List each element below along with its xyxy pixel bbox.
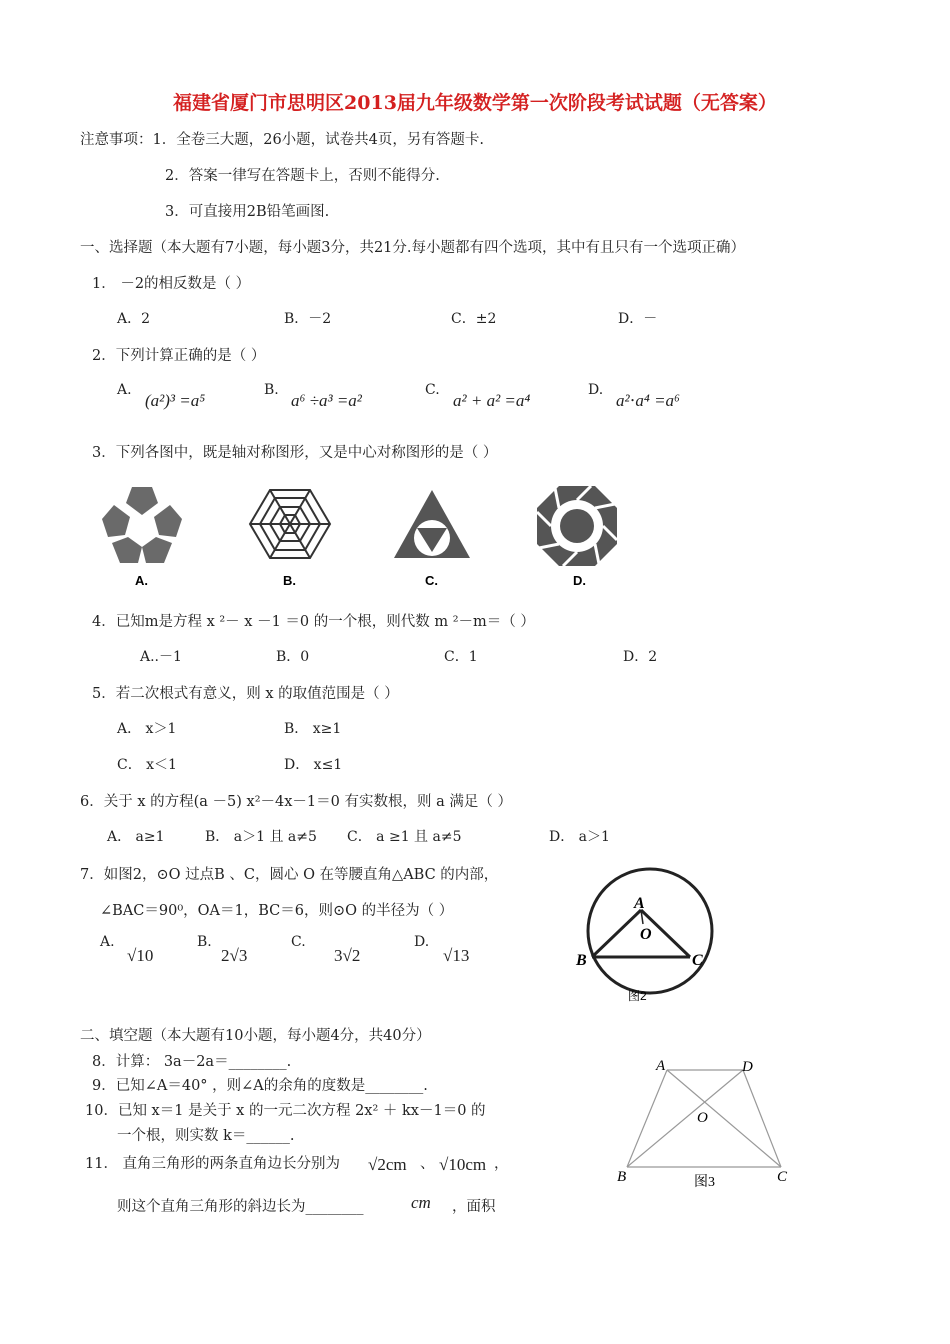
figure-2 <box>570 866 740 1016</box>
q2-option-a-math: (a²)³ =a⁵ <box>145 391 206 410</box>
q1-option-d: D．－ <box>618 311 658 327</box>
q2-option-c-math: a² + a² =a⁴ <box>453 391 531 410</box>
fig2-label-c: C <box>692 952 703 969</box>
fig3-side-dc <box>743 1070 781 1167</box>
fig3-label-b: B <box>617 1169 627 1185</box>
q6-option-a: A． a≥1 <box>107 829 165 845</box>
q4-option-c: C．1 <box>444 649 478 665</box>
fig2-label-a: A <box>634 895 645 912</box>
note-3: 3．可直接用2B铅笔画图. <box>165 204 330 220</box>
fig3-side-ab <box>627 1070 667 1167</box>
q3-figure-d <box>537 486 617 566</box>
q1-option-b: B．－2 <box>284 311 332 327</box>
note-2: 2．答案一律写在答题卡上，否则不能得分. <box>165 168 440 184</box>
fig2-caption: 图2 <box>628 989 647 1003</box>
q2-stem: 2．下列计算正确的是（ ） <box>92 348 266 364</box>
q7-stem-line-1: 7．如图2，⊙O 过点B 、C，圆心 O 在等腰直角△ABC 的内部， <box>80 867 499 883</box>
fig3-caption: 图3 <box>694 1175 715 1190</box>
q9: 9．已知∠A＝40° ，则∠A的余角的度数是________. <box>92 1078 428 1094</box>
q5-stem: 5．若二次根式有意义，则 x 的取值范围是（ ） <box>92 686 399 702</box>
fig3-label-d: D <box>742 1059 753 1075</box>
q3-label-c: C. <box>425 573 438 588</box>
q11-leg-1: √2cm <box>368 1155 407 1174</box>
page-title: 福建省厦门市思明区2013届九年级数学第一次阶段考试试题（无答案） <box>173 92 777 114</box>
q11-separator: 、 <box>420 1156 435 1172</box>
q7-option-c-math: 3√2 <box>334 946 361 965</box>
q4-stem: 4．已知m是方程 x ²－ x －1 ＝0 的一个根，则代数 m ²－m＝（ ） <box>92 614 535 630</box>
q7-option-c-label: C. <box>291 934 306 950</box>
note-1: 注意事项：1．全卷三大题，26小题，试卷共4页，另有答题卡. <box>80 132 485 148</box>
q7-option-d-math: √13 <box>443 946 470 965</box>
fig3-label-c: C <box>777 1169 788 1185</box>
q2-option-b-label: B. <box>264 382 279 398</box>
fig3-label-a: A <box>656 1058 666 1074</box>
q3-label-a: A. <box>135 573 148 588</box>
fig2-label-o: O <box>640 926 652 943</box>
q11-unit: cm <box>411 1193 431 1212</box>
fig2-label-b: B <box>576 952 587 969</box>
q3-figure-b <box>250 490 330 558</box>
q2-option-b-math: a⁶ ÷a³ =a² <box>291 391 362 410</box>
q10-line-2: 一个根，则实数 k＝______. <box>117 1128 295 1144</box>
q7-option-d-label: D. <box>414 934 430 950</box>
q7-option-a-label: A. <box>100 934 115 950</box>
fig3-label-o: O <box>697 1110 708 1126</box>
q4-option-a: A..－1 <box>140 649 182 665</box>
q5-option-c: C． x＜1 <box>117 757 177 773</box>
section-1-heading: 一、选择题（本大题有7小题，每小题3分，共21分.每小题都有四个选项，其中有且只有一个选项正确） <box>80 240 746 256</box>
q2-option-c-label: C. <box>425 382 440 398</box>
q6-option-d: D． a＞1 <box>549 829 610 845</box>
q3-stem: 3．下列各图中，既是轴对称图形，又是中心对称图形的是（ ） <box>92 445 498 461</box>
q3-figures <box>95 482 655 594</box>
q4-option-d: D．2 <box>623 649 658 665</box>
q11-line-2: 则这个直角三角形的斜边长为________ <box>117 1199 364 1215</box>
fig2-side-ab <box>592 910 641 957</box>
q7-option-b-label: B. <box>197 934 212 950</box>
q6-option-c: C． a ≥1 且 a≠5 <box>347 829 462 845</box>
q7-option-b-math: 2√3 <box>221 946 248 965</box>
q11-line-2-end: ，面积 <box>452 1199 496 1215</box>
q8: 8．计算： 3a－2a＝________. <box>92 1054 292 1070</box>
q7-option-a-math: √10 <box>127 946 154 965</box>
q1-option-c: C．±2 <box>451 311 497 327</box>
figure-3 <box>605 1050 805 1190</box>
q5-option-a: A． x＞1 <box>117 721 177 737</box>
q3-label-b: B. <box>283 573 296 588</box>
q4-option-b: B．0 <box>276 649 310 665</box>
q11-leg-2: √10cm <box>439 1155 487 1174</box>
q2-option-a-label: A. <box>117 382 132 398</box>
q3-label-d: D. <box>573 573 586 588</box>
q11-comma: ， <box>494 1156 509 1172</box>
q1-option-a: A．2 <box>117 311 151 327</box>
q6-option-b: B． a＞1 且 a≠5 <box>205 829 317 845</box>
q7-stem-line-2: ∠BAC＝90⁰，OA＝1，BC＝6，则⊙O 的半径为（ ） <box>100 903 454 919</box>
q3-figure-c <box>394 490 470 558</box>
q6-stem: 6．关于 x 的方程(a －5) x²－4x－1＝0 有实数根，则 a 满足（ ） <box>80 794 512 810</box>
section-2-heading: 二、填空题（本大题有10小题，每小题4分，共40分） <box>80 1028 431 1044</box>
q1-stem: 1． －2的相反数是（ ） <box>92 276 251 292</box>
q2-option-d-math: a²⋅a⁴ =a⁶ <box>616 391 680 410</box>
q3-figure-a <box>102 487 182 563</box>
q2-option-d-label: D. <box>588 382 604 398</box>
q11-line-1: 11． 直角三角形的两条直角边长分别为 <box>85 1156 341 1172</box>
q5-option-b: B． x≥1 <box>284 721 342 737</box>
q10-line-1: 10．已知 x＝1 是关于 x 的一元二次方程 2x² ＋ kx－1＝0 的 <box>85 1103 486 1119</box>
q5-option-d: D． x≤1 <box>284 757 343 773</box>
